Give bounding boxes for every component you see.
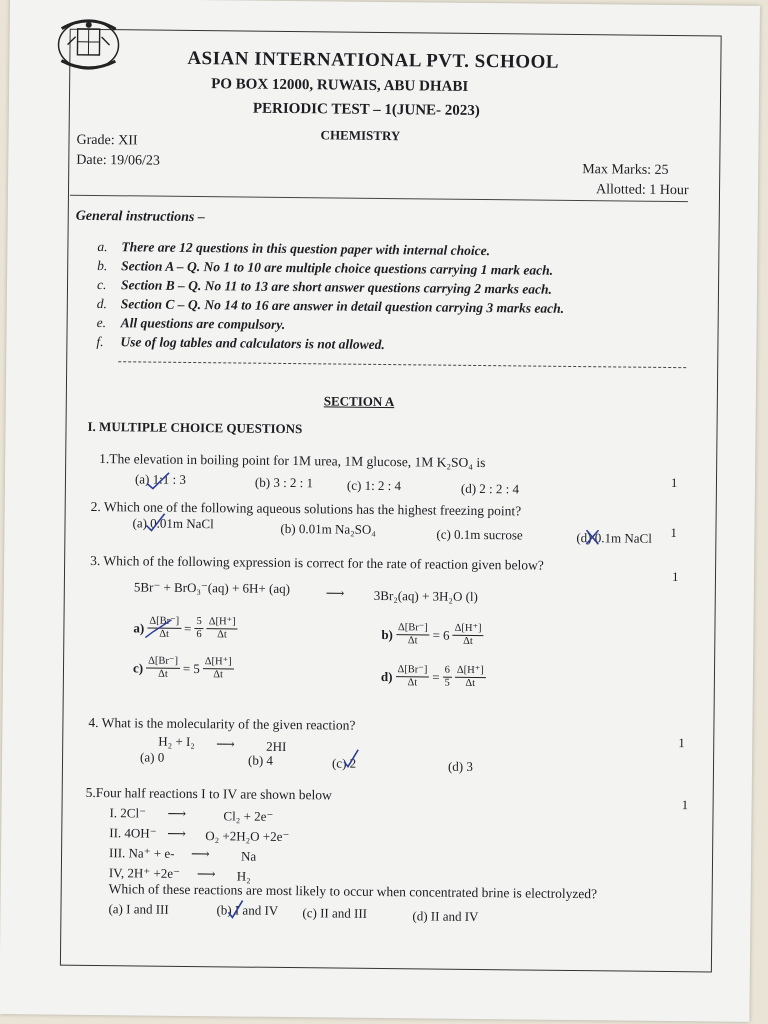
q1-option-c: (c) 1: 2 : 4 (346, 477, 402, 494)
question-1: 1.The elevation in boiling point for 1M urea, 1M glucose, 1M K₂SO₄ is (99, 451, 486, 471)
q4-option-a: (a) 0 (140, 749, 165, 765)
pen-cross-icon (584, 528, 600, 546)
instruction-item: c. Section B – Q. No 11 to 13 are short answer questions carrying 2 marks each. (96, 277, 553, 297)
pen-tick-icon (144, 512, 166, 534)
q3-marks: 1 (671, 569, 679, 585)
q3-products: 3Br₂(aq) + 3H₂O (l) (373, 587, 478, 605)
q3-option-c: c) $\frac{\Delta[Br^-]}{\Delta t}$ = 5 $\frac{\Delta[H^+]}{\Delta t}$ (132, 655, 232, 681)
instructions-title: General instructions – (75, 208, 205, 226)
part-title: I. MULTIPLE CHOICE QUESTIONS (87, 418, 303, 437)
question-4: 4. What is the molecularity of the given reaction? (88, 714, 356, 733)
question-2: 2. Which one of the following aqueous solutions has the highest freezing point? (90, 498, 522, 519)
section-heading: SECTION A (323, 393, 395, 410)
q3-option-a: a) $\frac{\Delta[Br^-]}{\Delta t}$ = $\frac{5}{6}$ $\frac{\Delta[H^+]}{\Delta t}$ (133, 615, 236, 641)
school-name: ASIAN INTERNATIONAL PVT. SCHOOL (187, 47, 560, 73)
q2-option-a: (a) 0.01m NaCl (132, 515, 214, 532)
q4-option-d: (d) 3 (447, 758, 473, 774)
reaction-2-lhs: II. 4OH⁻ (109, 825, 157, 841)
reaction-2-rhs: O₂ +2H₂O +2e⁻ (205, 828, 290, 845)
reaction-4-rhs: H₂ (236, 868, 251, 884)
q1-option-d: (d) 2 : 2 : 4 (460, 480, 520, 497)
instruction-item: d. Section C – Q. No 14 to 16 are answer in detail question carrying 3 marks each. (96, 295, 565, 316)
q1-marks: 1 (670, 475, 678, 491)
reaction-3-rhs: Na (240, 848, 257, 864)
instruction-item: e. All questions are compulsory. (96, 314, 286, 332)
reaction-4-lhs: IV, 2H⁺ +2e⁻ (108, 865, 180, 881)
arrow-right-icon: ⟶ (190, 846, 210, 862)
arrow-right-icon: ⟶ (167, 805, 187, 821)
q4-reactants: H₂ + I₂ (158, 733, 195, 750)
q1-option-b: (b) 3 : 2 : 1 (254, 474, 314, 491)
school-address: PO BOX 12000, RUWAIS, ABU DHABI (211, 76, 469, 95)
exam-date: Date: 19/06/23 (76, 152, 161, 169)
instructions-list (96, 239, 564, 358)
instruction-item: a. There are 12 questions in this question paper with internal choice. (97, 239, 491, 259)
question-3: 3. Which of the following expression is correct for the rate of reaction given below? (90, 552, 544, 573)
q4-marks: 1 (678, 735, 685, 751)
arrow-right-icon: ⟶ (216, 736, 235, 752)
instruction-item: b. Section A – Q. No 1 to 10 are multiple choice questions carrying 1 mark each. (97, 258, 554, 278)
arrow-right-icon: ⟶ (196, 866, 216, 882)
test-title: PERIODIC TEST – 1(JUNE- 2023) (252, 100, 480, 119)
q3-option-b: b) $\frac{\Delta[Br^-]}{\Delta t}$ = 6 $\frac{\Delta[H^+]}{\Delta t}$ (381, 622, 482, 647)
max-marks: Max Marks: 25 (582, 162, 669, 178)
pen-tick-icon (342, 748, 360, 770)
q3-reactants: 5Br⁻ + BrO₃⁻(aq) + 6H+ (aq) (133, 579, 291, 597)
question-5: 5.Four half reactions I to IV are shown below (85, 784, 332, 803)
instruction-item: f. Use of log tables and calculators is not allowed. (96, 333, 385, 353)
q2-marks: 1 (670, 525, 678, 541)
reaction-3-lhs: III. Na⁺ + e- (108, 845, 175, 861)
q5-option-b: (b) I and IV (216, 902, 279, 918)
q3-option-d: d) $\frac{\Delta[Br^-]}{\Delta t}$ = $\frac{6}{5}$ $\frac{\Delta[H^+]}{\Delta t}$ (380, 664, 484, 689)
subject: CHEMISTRY (320, 127, 401, 144)
q2-option-b: (b) 0.01m Na₂SO₄ (280, 520, 376, 537)
q4-option-b: (b) 4 (247, 752, 274, 768)
reaction-1-lhs: I. 2Cl⁻ (109, 805, 147, 821)
time-allotted: Allotted: 1 Hour (595, 182, 689, 199)
q5-marks: 1 (681, 797, 689, 813)
pen-tick-icon (143, 618, 173, 642)
q5-option-c: (c) II and III (302, 905, 368, 921)
grade: Grade: XII (76, 132, 138, 149)
arrow-right-icon: ⟶ (325, 585, 345, 601)
q2-option-c: (c) 0.1m sucrose (436, 526, 523, 543)
q2-option-d: (d) 0.1m NaCl (576, 530, 652, 546)
q1-option-a: (a) 1:1 : 3 (134, 471, 186, 487)
reaction-1-rhs: Cl₂ + 2e⁻ (223, 808, 274, 824)
q5-question: Which of these reactions are most likely to occur when concentrated brine is electrolyzed? (108, 881, 598, 902)
pen-tick-icon (226, 898, 244, 920)
q5-option-a: (a) I and III (108, 901, 169, 917)
q4-option-c: (c) 2 (331, 755, 357, 771)
pen-tick-icon (145, 470, 171, 492)
q4-products: 2HI (266, 738, 287, 755)
q5-option-d: (d) II and IV (412, 908, 479, 925)
arrow-right-icon: ⟶ (167, 825, 187, 841)
school-crest-icon (53, 15, 124, 76)
